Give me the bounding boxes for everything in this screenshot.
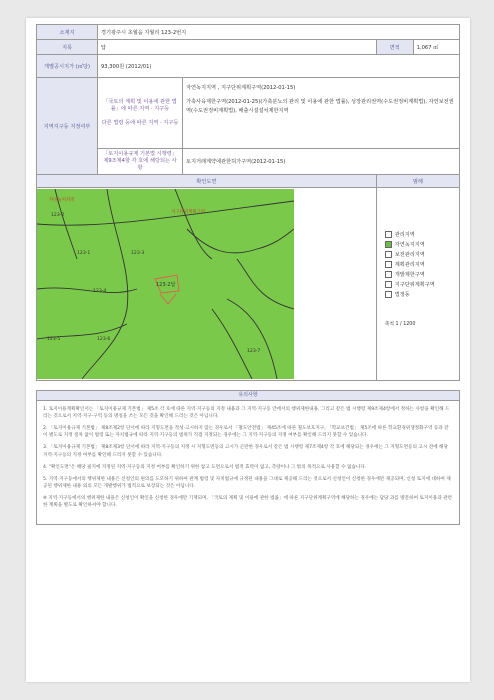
confirmation-map xyxy=(37,189,294,379)
zoning-row2-label-text: 다른 법령 등에 따른 지역 · 지구등 xyxy=(101,120,179,127)
notes-body xyxy=(36,401,460,525)
zoning-row3-value: 토지거래계약에관한허가구역(2012-01-15) xyxy=(183,149,460,175)
note-paragraph: 3. 「토지이용규제 기본법」 제8조제3항 단서에 따라 지역·지구등의 지정 시 지형도면등의 고시가 곤란한 경우로서 같은 법 시행령 제7조제4항 각 호에 해당되는 경우에는 그 지형도면등의 고시 전에 해당 지역·지구등의 지정 여부를 확인해 드리지 못할 수 있습니다. xyxy=(43,445,448,458)
map-header: 확인도면 xyxy=(37,175,377,188)
map-lot-label-4: 123-4 xyxy=(93,289,107,295)
notes-header: 유의사항 xyxy=(36,390,460,401)
note-paragraph: 4. "확인도면"은 해당 필지에 지정된 지역·지구등의 지정 여부를 확인하기 위한 참고 도면으로서 법적 효력이 없고, 측량이나 그 밖의 목적으로 사용할 수 없습니다. xyxy=(43,464,367,470)
legend-item xyxy=(385,241,455,248)
land-use-table xyxy=(36,24,460,381)
zoning-row3-label: 「토지이용규제 기본법 시행령」 제9조제4항 각 호에 해당되는 사항 xyxy=(98,149,183,175)
jimok-value: 답 xyxy=(98,40,377,55)
notes-section xyxy=(36,390,460,525)
legend-item xyxy=(385,261,455,268)
map-lot-label-7: 123-7 xyxy=(247,349,261,355)
legend-item xyxy=(385,251,455,258)
map-lot-label-5: 123-5 xyxy=(47,337,61,343)
legend-list xyxy=(385,231,455,298)
map-cell xyxy=(37,188,377,381)
map-scale: 축척 1 / 1200 xyxy=(384,322,416,328)
legend-label: 지구단위계획구역 xyxy=(394,282,435,289)
legend-checkbox xyxy=(385,261,392,268)
map-zone-label-1: 자연녹지지역 xyxy=(49,198,75,204)
zoning-row1-label-text: 「국토의 계획 및 이용에 관한 법률」에 따른 지역 · 지구등 xyxy=(103,98,177,112)
legend-checkbox xyxy=(385,291,392,298)
price-label: 개별공시지가 (㎡당) xyxy=(37,55,98,78)
legend-label: 계획관리지역 xyxy=(394,262,425,269)
legend-label: 보전관리지역 xyxy=(394,252,425,259)
legend-item xyxy=(385,231,455,238)
legend-header: 범례 xyxy=(376,175,459,188)
location-value: 경기광주시 초월읍 지월리 123-2번지 xyxy=(98,25,460,40)
legend-checkbox xyxy=(385,241,392,248)
zoning-side-label: 지역지구등 지정여부 xyxy=(37,78,98,175)
legend-checkbox xyxy=(385,251,392,258)
legend-item xyxy=(385,281,455,288)
price-value: 93,300원 (2012/01) xyxy=(98,55,460,78)
note-paragraph: 5. 지역·지구등에서의 행위제한 내용은 신청인의 편의를 도모하기 위하여 관계 법령 및 자치법규에 규정된 내용을 그대로 제공해 드리는 것으로서 신청인이 신청한 경우에만 제공되며, 신청 토지에 대하여 제공된 행위제한 내용 외의 모든 개발행위가 법적으로 보장되는 것은 아닙니다. xyxy=(43,476,451,489)
legend-item xyxy=(385,271,455,278)
map-lot-label-3: 123-3 xyxy=(131,251,145,257)
note-paragraph: ※ 지역·지구등에서의 행위제한 내용은 신청인이 확인을 신청한 경우에만 기재되며, 「국토의 계획 및 이용에 관한 법률」에 따른 지구단위계획구역에 해당하는 경우에는 담당 과를 방문하여 토지이용과 관련한 계획을 별도로 확인하셔야 합니다. xyxy=(43,495,452,509)
target-parcel-label: 123-2답 xyxy=(156,282,176,289)
zoning-row1-value: 자연녹지지역 , 지구단위계획구역(2012-01-15) xyxy=(186,85,296,91)
map-lot-label-6: 123-6 xyxy=(97,337,111,343)
note-paragraph: 1. 토지이용계획확인서는 「토지이용규제 기본법」 제5조 각 호에 따른 지역·지구등의 지정 내용과 그 지역·지구등 안에서의 행위제한내용, 그리고 같은 법 시행령 제9조제4항에서 정하는 사항을 확인해 드리는 것으로서 지역·지구·구역 등의 명칭을 쓰는 모든 것을 확인해 드리는 것은 아닙니다. xyxy=(43,407,450,420)
area-label: 면적 xyxy=(376,40,413,55)
zoning-values xyxy=(183,78,460,149)
legend-item xyxy=(385,291,455,298)
zoning-row1-label xyxy=(98,78,183,149)
map-lot-label-2: 123-1 xyxy=(77,251,91,257)
area-value: 1,067 ㎡ xyxy=(413,40,459,55)
zoning-row2-value: 가축사육제한구역(2012-01-25)(가축분뇨의 관리 및 이용에 관한 법률), 성장관리권역(수도권정비계획법), 자연보전권역(수도권정비계획법), 배출시설설치제한지역 xyxy=(186,99,454,114)
note-paragraph: 2. 「토지이용규제 기본법」 제8조제2항 단서에 따라 지형도면을 작성·고시하지 않는 경우로서 「철도안전법」 제45조에 따른 철도보호지구, 「학교보건법」 제5조에 따른 학교환경위생정화구역 등과 같이 별도로 지정 절차 없이 법령 또는 자치법규에 따라 지역·지구등의 범위가 직접 지정되는 경우에는 그 지역·지구등의 지정 여부를 확인해 드리지 못할 수 있습니다. xyxy=(43,426,449,439)
legend-checkbox xyxy=(385,271,392,278)
map-zone-label-2: 지구단위계획구역 xyxy=(171,210,205,216)
legend-checkbox xyxy=(385,231,392,238)
map-lot-label-1: 123-2 xyxy=(51,213,65,219)
location-label: 소재지 xyxy=(37,25,98,40)
legend-checkbox xyxy=(385,281,392,288)
legend-label: 개발제한구역 xyxy=(394,272,425,279)
jimok-label: 지목 xyxy=(37,40,98,55)
document-sheet xyxy=(26,18,470,682)
legend-label: 법정동 xyxy=(394,292,410,299)
legend-label: 관리지역 xyxy=(394,232,415,239)
legend-label: 자연녹지지역 xyxy=(394,242,425,249)
legend-cell xyxy=(376,188,459,381)
